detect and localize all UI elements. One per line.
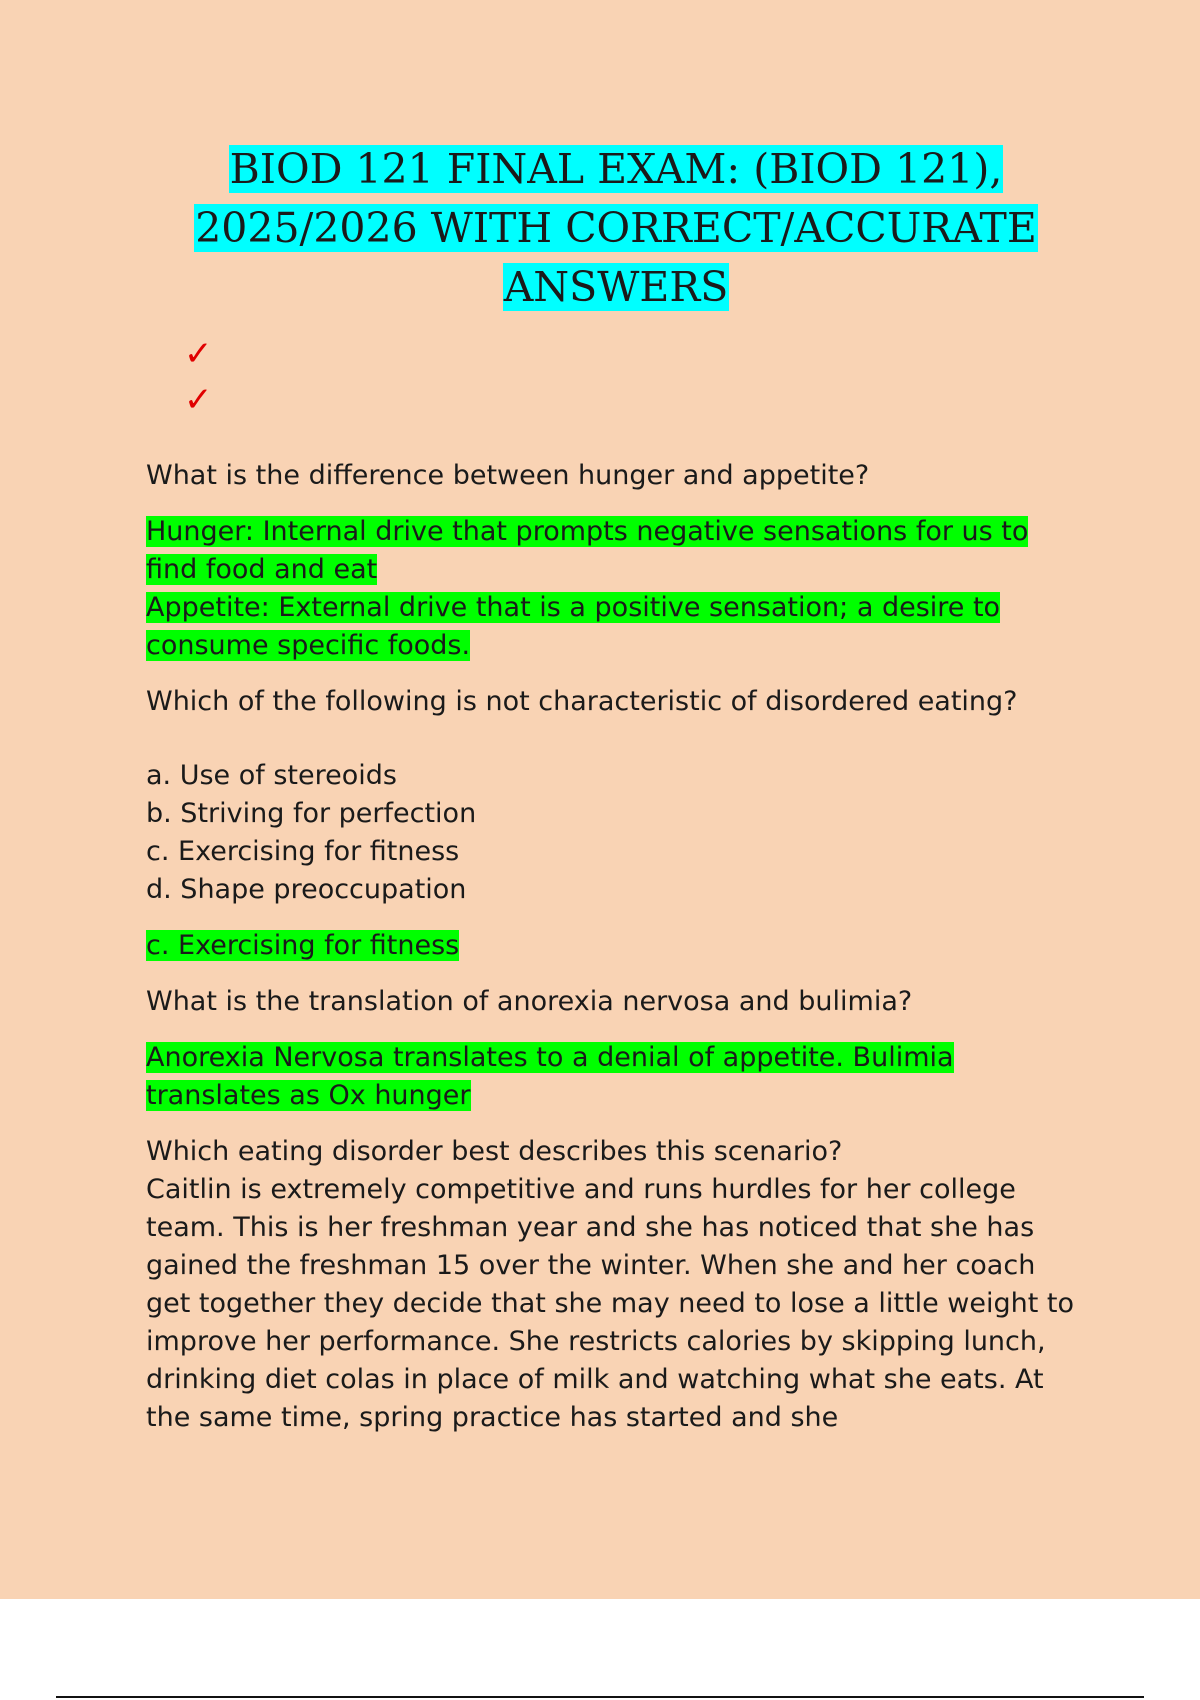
question-2-options [146, 757, 1086, 909]
option-b: b. Striving for perfection [146, 798, 477, 829]
option-c: c. Exercising for fitness [146, 836, 460, 867]
answer-3 [146, 1039, 1086, 1115]
answer-highlight: Appetite: External drive that is a positive sensation; a desire to consume specific foods. [146, 592, 1001, 661]
option-d: d. Shape preoccupation [146, 874, 467, 905]
question-1: What is the difference between hunger and appetite? [146, 460, 870, 491]
answer-1 [146, 513, 1086, 665]
answer-1-appetite [146, 589, 1086, 665]
answer-1-hunger [146, 513, 1086, 589]
question-4-text: Which eating disorder best describes this scenario? [146, 1136, 843, 1167]
checkmark-icon: ✓ [184, 334, 213, 374]
checkmark-icon: ✓ [184, 380, 213, 420]
checkmark-list [184, 331, 1086, 423]
question-4 [146, 1133, 1086, 1437]
option-a: a. Use of stereoids [146, 760, 397, 791]
question-3: What is the translation of anorexia nervosa and bulimia? [146, 986, 913, 1017]
question-2: Which of the following is not characteristic of disordered eating? [146, 686, 1018, 717]
answer-highlight: Anorexia Nervosa translates to a denial of appetite. Bulimia translates as Ox hunger [146, 1042, 954, 1111]
answer-highlight: Hunger: Internal drive that prompts negative sensations for us to find food and eat [146, 516, 1029, 585]
question-4-scenario: Caitlin is extremely competitive and runs hurdles for her college team. This is her freshman year and she has noticed that she has gained the freshman 15 over the winter. When she and her coach get together they decide that she may need to lose a little weight to improve her performance. She restricts calories by skipping lunch, drinking diet colas in place of milk and watching what she eats. At the same time, spring practice has started and she [146, 1174, 1075, 1433]
answer-highlight: c. Exercising for fitness [146, 930, 460, 961]
answer-2 [146, 927, 1086, 965]
document-title [146, 140, 1086, 317]
title-highlight: BIOD 121 FINAL EXAM: (BIOD 121), 2025/2026 WITH CORRECT/ACCURATE ANSWERS [195, 145, 1037, 311]
footer-divider [56, 1696, 1144, 1698]
document-content [146, 140, 1086, 1437]
